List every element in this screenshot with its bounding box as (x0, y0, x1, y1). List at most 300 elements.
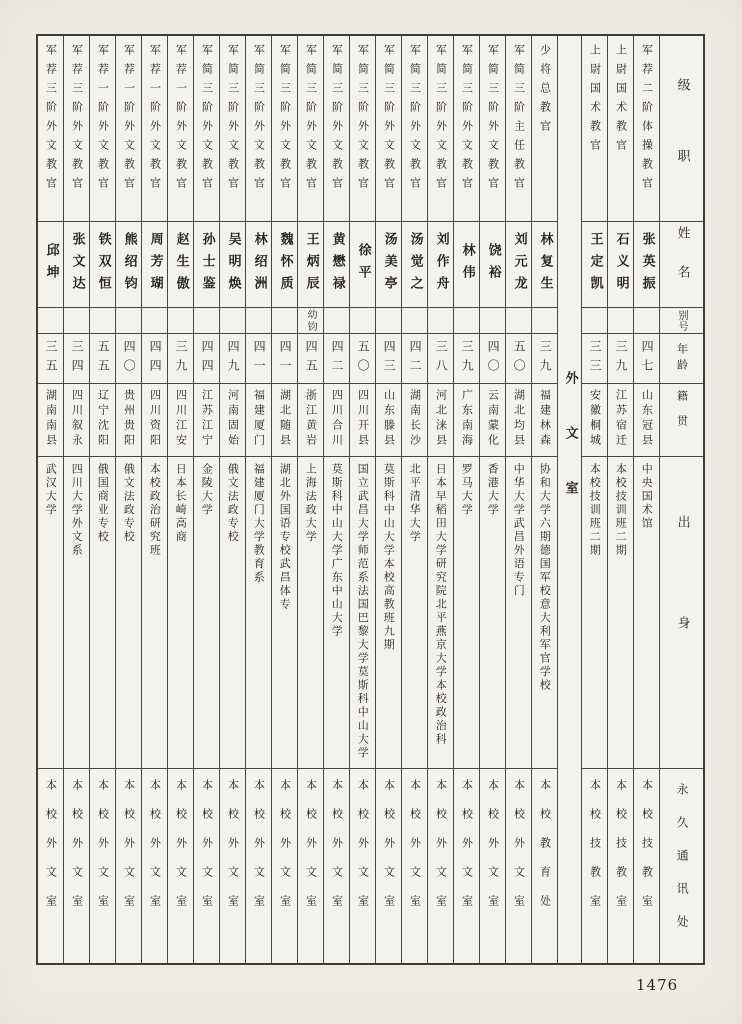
person-column (193, 36, 219, 963)
native-text: 河北涞县 (434, 389, 448, 449)
age-cell (298, 334, 323, 384)
alias-cell (350, 308, 375, 334)
origin-text: 俄文法政专校 (122, 463, 136, 544)
native-text: 四川开县 (356, 389, 370, 449)
alias-cell (194, 308, 219, 334)
name-text: 赵生傲 (173, 231, 189, 298)
address-cell (142, 769, 167, 963)
age-cell (660, 334, 703, 384)
address-cell (480, 769, 505, 963)
native-cell (608, 384, 633, 457)
origin-cell (64, 457, 89, 769)
age-cell (532, 334, 557, 384)
origin-cell (272, 457, 297, 769)
age-text: 三四 (70, 339, 85, 378)
address-text: 本校外文室 (460, 779, 474, 924)
native-cell (454, 384, 479, 457)
age-cell (194, 334, 219, 384)
address-text: 本校外文室 (434, 779, 448, 924)
name-cell (324, 222, 349, 308)
native-text: 贵州贵阳 (122, 389, 136, 449)
name-text: 林复生 (537, 231, 553, 298)
age-text: 四四 (148, 339, 163, 378)
name-cell (298, 222, 323, 308)
address-text: 本校外文室 (252, 779, 266, 924)
age-text: 四四 (200, 339, 215, 378)
origin-cell (402, 457, 427, 769)
native-text: 江苏宿迁 (614, 389, 628, 449)
alias-cell (608, 308, 633, 334)
native-text: 云南蒙化 (486, 389, 500, 449)
name-cell (402, 222, 427, 308)
origin-text: 俄国商业专校 (96, 463, 110, 544)
rank-text: 军简三阶外文教官 (252, 44, 266, 196)
origin-cell (506, 457, 531, 769)
native-cell (634, 384, 659, 457)
native-text: 湖北随县 (278, 389, 292, 449)
age-text: 四五 (304, 339, 319, 378)
alias-text: 幼钧 (305, 308, 316, 333)
native-cell (298, 384, 323, 457)
name-text: 石义明 (613, 231, 629, 298)
alias-cell (454, 308, 479, 334)
origin-cell (168, 457, 193, 769)
rank-text: 军简三阶主任教官 (512, 44, 526, 196)
name-text: 周芳瑚 (147, 231, 163, 298)
name-text: 王定凯 (587, 231, 603, 298)
name-text: 魏怀质 (277, 231, 293, 298)
address-cell (220, 769, 245, 963)
address-cell (608, 769, 633, 963)
address-text: 本校外文室 (330, 779, 344, 924)
native-cell (660, 384, 703, 457)
person-column (245, 36, 271, 963)
native-cell (64, 384, 89, 457)
page-number: 1476 (636, 976, 679, 994)
origin-cell (142, 457, 167, 769)
native-cell (194, 384, 219, 457)
rank-text: 上尉国术教官 (588, 44, 602, 158)
age-cell (246, 334, 271, 384)
native-text: 四川资阳 (148, 389, 162, 449)
native-text: 籍贯 (675, 390, 689, 440)
rank-text: 军荐二阶体操教官 (640, 44, 654, 196)
alias-cell (246, 308, 271, 334)
origin-text: 福建厦门大学教育系 (252, 463, 266, 585)
native-text: 福建林森 (538, 389, 552, 449)
person-column (479, 36, 505, 963)
native-cell (506, 384, 531, 457)
native-cell (90, 384, 115, 457)
origin-text: 本校技训班二期 (588, 463, 602, 558)
rank-cell (532, 36, 557, 222)
rank-text: 军简三阶外文教官 (460, 44, 474, 196)
native-cell (38, 384, 63, 457)
rank-cell (64, 36, 89, 222)
name-cell (220, 222, 245, 308)
native-text: 辽宁沈阳 (96, 389, 110, 449)
age-text: 三九 (460, 339, 475, 378)
origin-text: 四川大学外文系 (70, 463, 84, 558)
name-cell (376, 222, 401, 308)
name-cell (506, 222, 531, 308)
rank-cell (660, 36, 703, 222)
address-text: 本校教育处 (538, 779, 552, 924)
address-text: 本校外文室 (122, 779, 136, 924)
address-text: 本校外文室 (148, 779, 162, 924)
age-cell (582, 334, 607, 384)
person-column (427, 36, 453, 963)
person-column (323, 36, 349, 963)
rank-cell (324, 36, 349, 222)
origin-text: 出身 (674, 515, 690, 717)
origin-text: 中央国术馆 (640, 463, 654, 531)
rank-cell (350, 36, 375, 222)
address-cell (582, 769, 607, 963)
rank-cell (142, 36, 167, 222)
alias-cell (480, 308, 505, 334)
rank-text: 军荐一阶外文教官 (148, 44, 162, 196)
rank-text: 级职 (674, 78, 690, 220)
rank-cell (168, 36, 193, 222)
native-cell (428, 384, 453, 457)
name-text: 饶裕 (485, 242, 501, 287)
address-cell (428, 769, 453, 963)
native-text: 湖南长沙 (408, 389, 422, 449)
person-column (141, 36, 167, 963)
age-text: 三九 (538, 339, 553, 378)
age-cell (350, 334, 375, 384)
native-text: 四川江安 (174, 389, 188, 449)
rank-cell (376, 36, 401, 222)
address-cell (194, 769, 219, 963)
origin-cell (298, 457, 323, 769)
origin-cell (38, 457, 63, 769)
native-text: 浙江黄岩 (304, 389, 318, 449)
age-text: 三九 (174, 339, 189, 378)
origin-cell (90, 457, 115, 769)
age-cell (454, 334, 479, 384)
native-text: 广东南海 (460, 389, 474, 449)
alias-cell (660, 308, 703, 334)
address-cell (634, 769, 659, 963)
origin-cell (660, 457, 703, 769)
person-column (297, 36, 323, 963)
rank-cell (90, 36, 115, 222)
origin-text: 日本早稻田大学研究院北平燕京大学本校政治科 (434, 463, 448, 747)
age-cell (272, 334, 297, 384)
age-text: 四一 (252, 339, 267, 378)
native-text: 四川叙永 (70, 389, 84, 449)
rank-cell (246, 36, 271, 222)
address-text: 本校外文室 (278, 779, 292, 924)
rank-text: 军荐一阶外文教官 (122, 44, 136, 196)
name-text: 张英振 (639, 231, 655, 298)
native-cell (402, 384, 427, 457)
alias-cell (402, 308, 427, 334)
address-cell (350, 769, 375, 963)
rank-text: 军荐一阶外文教官 (174, 44, 188, 196)
name-cell (90, 222, 115, 308)
name-text: 林绍洲 (251, 231, 267, 298)
age-cell (428, 334, 453, 384)
age-text: 年龄 (675, 342, 689, 375)
age-cell (634, 334, 659, 384)
origin-text: 香港大学 (486, 463, 500, 517)
origin-cell (634, 457, 659, 769)
alias-cell (116, 308, 141, 334)
person-column (581, 36, 607, 963)
native-cell (220, 384, 245, 457)
origin-text: 中华大学武昌外语专门 (512, 463, 526, 598)
alias-cell (64, 308, 89, 334)
native-text: 四川合川 (330, 389, 344, 449)
native-cell (324, 384, 349, 457)
rank-cell (428, 36, 453, 222)
person-column (375, 36, 401, 963)
address-text: 本校外文室 (70, 779, 84, 924)
alias-cell (298, 308, 323, 334)
name-cell (116, 222, 141, 308)
alias-cell (582, 308, 607, 334)
rank-cell (402, 36, 427, 222)
name-cell (582, 222, 607, 308)
native-cell (532, 384, 557, 457)
origin-cell (454, 457, 479, 769)
address-text: 本校外文室 (44, 779, 58, 924)
origin-cell (324, 457, 349, 769)
native-text: 山东冠县 (640, 389, 654, 449)
rank-text: 军简三阶外文教官 (330, 44, 344, 196)
person-column (349, 36, 375, 963)
origin-text: 莫斯科中山大学本校高教班九期 (382, 463, 396, 652)
person-column (89, 36, 115, 963)
address-cell (272, 769, 297, 963)
rank-text: 军简三阶外文教官 (356, 44, 370, 196)
address-text: 永久通讯处 (675, 783, 690, 948)
address-cell (298, 769, 323, 963)
alias-cell (324, 308, 349, 334)
address-text: 本校外文室 (382, 779, 396, 924)
native-text: 安徽桐城 (588, 389, 602, 449)
address-cell (324, 769, 349, 963)
origin-text: 上海法政大学 (304, 463, 318, 544)
alias-cell (38, 308, 63, 334)
native-cell (142, 384, 167, 457)
native-text: 福建厦门 (252, 389, 266, 449)
origin-text: 湖北外国语专校武昌体专 (278, 463, 292, 612)
origin-text: 北平清华大学 (408, 463, 422, 544)
native-text: 湖南南县 (44, 389, 58, 449)
rank-cell (220, 36, 245, 222)
native-cell (582, 384, 607, 457)
rank-cell (506, 36, 531, 222)
section-label: 外文室 (562, 371, 578, 536)
alias-cell (142, 308, 167, 334)
person-column (271, 36, 297, 963)
origin-cell (376, 457, 401, 769)
name-text: 汤美亭 (381, 231, 397, 298)
origin-text: 俄文法政专校 (226, 463, 240, 544)
address-cell (38, 769, 63, 963)
person-column (531, 36, 557, 963)
age-text: 五五 (96, 339, 111, 378)
alias-cell (220, 308, 245, 334)
name-cell (168, 222, 193, 308)
origin-cell (350, 457, 375, 769)
roster-table (36, 34, 705, 965)
origin-cell (194, 457, 219, 769)
rank-cell (454, 36, 479, 222)
person-column (401, 36, 427, 963)
native-cell (350, 384, 375, 457)
alias-text: 别号 (676, 309, 687, 332)
name-text: 铁双恒 (95, 231, 111, 298)
age-cell (38, 334, 63, 384)
rank-text: 军简三阶外文教官 (408, 44, 422, 196)
age-text: 三五 (44, 339, 59, 378)
alias-cell (376, 308, 401, 334)
origin-text: 本校政治研究班 (148, 463, 162, 558)
name-text: 徐平 (355, 242, 371, 287)
address-text: 本校外文室 (226, 779, 240, 924)
rank-text: 军简三阶外文教官 (304, 44, 318, 196)
age-cell (608, 334, 633, 384)
age-text: 五〇 (356, 339, 371, 378)
age-cell (324, 334, 349, 384)
address-text: 本校技教室 (614, 779, 628, 924)
rank-cell (634, 36, 659, 222)
rank-text: 军简三阶外文教官 (278, 44, 292, 196)
person-column (453, 36, 479, 963)
rank-cell (480, 36, 505, 222)
name-cell (660, 222, 703, 308)
rank-text: 军荐一阶外文教官 (96, 44, 110, 196)
address-text: 本校外文室 (174, 779, 188, 924)
age-text: 四〇 (486, 339, 501, 378)
address-cell (90, 769, 115, 963)
person-column (115, 36, 141, 963)
address-text: 本校外文室 (200, 779, 214, 924)
header-column (659, 36, 703, 963)
native-cell (168, 384, 193, 457)
name-text: 邱坤 (43, 242, 59, 287)
native-cell (246, 384, 271, 457)
age-text: 四〇 (122, 339, 137, 378)
address-text: 本校外文室 (304, 779, 318, 924)
age-cell (480, 334, 505, 384)
origin-cell (428, 457, 453, 769)
name-cell (64, 222, 89, 308)
name-cell (272, 222, 297, 308)
address-cell (246, 769, 271, 963)
age-text: 四三 (382, 339, 397, 378)
age-text: 四二 (408, 339, 423, 378)
address-cell (168, 769, 193, 963)
alias-cell (532, 308, 557, 334)
rank-text: 少将总教官 (538, 44, 552, 139)
name-cell (454, 222, 479, 308)
name-text: 汤觉之 (407, 231, 423, 298)
origin-cell (246, 457, 271, 769)
person-column (505, 36, 531, 963)
age-cell (116, 334, 141, 384)
person-column (219, 36, 245, 963)
age-text: 四二 (330, 339, 345, 378)
name-text: 黄懋禄 (329, 231, 345, 298)
name-cell (634, 222, 659, 308)
age-text: 四一 (278, 339, 293, 378)
alias-cell (506, 308, 531, 334)
address-cell (454, 769, 479, 963)
name-text: 林伟 (459, 242, 475, 287)
age-cell (220, 334, 245, 384)
origin-text: 本校技训班二期 (614, 463, 628, 558)
person-column (607, 36, 633, 963)
person-column (38, 36, 63, 963)
native-text: 江苏江宁 (200, 389, 214, 449)
rank-cell (272, 36, 297, 222)
name-text: 王炳辰 (303, 231, 319, 298)
origin-text: 日本长崎高商 (174, 463, 188, 544)
alias-cell (634, 308, 659, 334)
age-text: 三九 (614, 339, 629, 378)
origin-text: 武汉大学 (44, 463, 58, 517)
origin-cell (220, 457, 245, 769)
age-cell (64, 334, 89, 384)
rank-text: 军荐三阶外文教官 (44, 44, 58, 196)
rank-cell (582, 36, 607, 222)
name-text: 吴明焕 (225, 231, 241, 298)
age-cell (506, 334, 531, 384)
address-cell (660, 769, 703, 963)
name-text: 孙士鉴 (199, 231, 215, 298)
rank-cell (608, 36, 633, 222)
name-cell (428, 222, 453, 308)
origin-text: 莫斯科中山大学广东中山大学 (330, 463, 344, 639)
origin-cell (582, 457, 607, 769)
name-cell (480, 222, 505, 308)
rank-text: 军简三阶外文教官 (226, 44, 240, 196)
alias-cell (272, 308, 297, 334)
age-text: 五〇 (512, 339, 527, 378)
age-cell (90, 334, 115, 384)
rank-text: 军简三阶外文教官 (434, 44, 448, 196)
name-text: 刘元龙 (511, 231, 527, 298)
address-text: 本校外文室 (408, 779, 422, 924)
rank-cell (194, 36, 219, 222)
age-text: 四九 (226, 339, 241, 378)
name-text: 姓名 (674, 225, 690, 304)
rank-text: 军简三阶外文教官 (382, 44, 396, 196)
rank-cell (38, 36, 63, 222)
native-text: 河南固始 (226, 389, 240, 449)
name-text: 张文达 (69, 231, 85, 298)
name-cell (608, 222, 633, 308)
address-cell (402, 769, 427, 963)
native-text: 湖北均县 (512, 389, 526, 449)
address-text: 本校外文室 (486, 779, 500, 924)
native-cell (376, 384, 401, 457)
origin-cell (480, 457, 505, 769)
name-cell (142, 222, 167, 308)
address-cell (64, 769, 89, 963)
rank-text: 军简三阶外文教官 (486, 44, 500, 196)
native-cell (116, 384, 141, 457)
section-divider-column (557, 36, 581, 963)
age-cell (168, 334, 193, 384)
alias-cell (90, 308, 115, 334)
